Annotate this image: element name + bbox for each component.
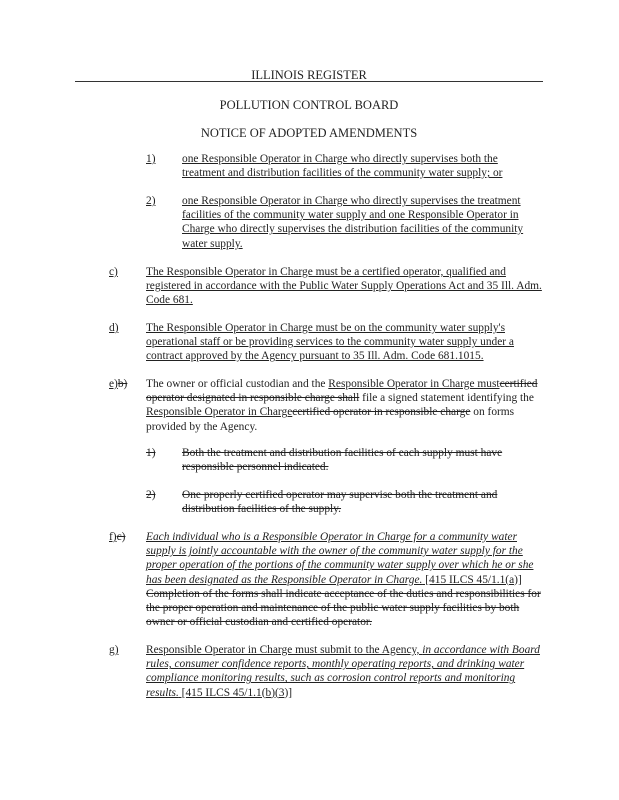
item-g-label: g): [109, 644, 119, 656]
item-c-text: The Responsible Operator in Charge must be a certified operator, qualified and registered in accordance with the Public Water Supply Operations Act and 35 Ill. Adm. Code 681.: [146, 266, 542, 307]
board-title: POLLUTION CONTROL BOARD: [219, 98, 399, 112]
item-e-t2: Responsible Operator in Charge must: [328, 378, 500, 390]
item-f-old-label: c): [116, 531, 126, 543]
subitem-1-text: one Responsible Operator in Charge who directly supervises both the treatment and distribution facilities of the community water supply; or: [182, 153, 503, 180]
item-e-t5: Responsible Operator in Charge: [146, 406, 293, 419]
item-f-strike: Completion of the forms shall indicate acceptance of the duties and responsibilities for the proper operation and maintenance of the public water supply facilities by both owner or official custodian and certified operator.: [146, 587, 541, 629]
notice-title: NOTICE OF ADOPTED AMENDMENTS: [200, 126, 418, 140]
struck-subitem-1-label: 1): [146, 447, 156, 459]
register-title: ILLINOIS REGISTER: [251, 68, 367, 82]
item-d-text: The Responsible Operator in Charge must be on the community water supply's operational staff or be providing services to the community water supply under a contract approved by the Agency pursuant to 35 Ill. Adm. Code 681.1015.: [146, 322, 514, 363]
subitem-2-text: one Responsible Operator in Charge who directly supervises the treatment facilities of the community water supply and one Responsible Operator in Charge who directly supervises the distribution facilities of the community water supply.: [182, 195, 524, 250]
item-g-text: [146, 643, 542, 700]
item-d-label: d): [109, 322, 119, 334]
item-e-t1: The owner or official custodian and the: [146, 378, 329, 390]
subitem-2-label: 2): [146, 195, 156, 207]
item-e-old-label: b): [117, 378, 128, 390]
item-e-label: [109, 377, 127, 391]
struck-subitem-2-text: One properly certified operator may supervise both the treatment and distribution facilities of the supply.: [182, 489, 498, 516]
item-e-t4: file a signed statement identifying the: [359, 392, 534, 405]
item-f-label: [109, 530, 125, 544]
item-g-cite: [415 ILCS 45/1.1(b)(3)]: [178, 686, 293, 699]
header-rule: [75, 81, 543, 82]
item-c-label: c): [109, 266, 118, 278]
item-e-t3: certified operator designated in responsible charge shall: [146, 378, 538, 405]
item-e-new-label: e): [109, 378, 118, 390]
item-f-new-label: f): [109, 531, 117, 543]
struck-subitem-1-text: Both the treatment and distribution facilities of each supply must have responsible personnel indicated.: [182, 447, 503, 474]
item-g-italic: in accordance with Board rules, consumer confidence reports, monthly operating reports, and drinking water compliance monitoring results, such as corrosion control reports and monitoring results.: [146, 644, 540, 699]
item-f-text: [146, 530, 542, 629]
item-f-italic: Each individual who is a Responsible Operator in Charge for a community water supply is jointly accountable with the owner of the community water supply for the proper operation of the portions of the community water supply over which he or she has been designated as the Responsible Operator in Charge.: [146, 531, 534, 586]
item-e-t6: certified operator in responsible charge: [292, 406, 471, 419]
item-e-text: [146, 377, 542, 434]
struck-subitem-2-label: 2): [146, 489, 156, 501]
item-f-cite: [415 ILCS 45/1.1(a)]: [422, 573, 522, 586]
subitem-1-label: 1): [146, 153, 156, 165]
item-e-t7: on forms provided by the Agency.: [146, 406, 515, 433]
item-g-plain: Responsible Operator in Charge must submit to the Agency,: [146, 644, 423, 656]
